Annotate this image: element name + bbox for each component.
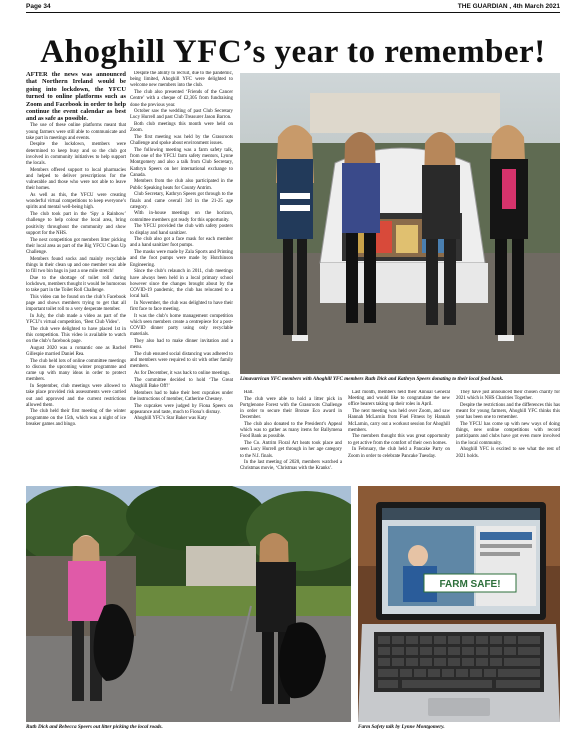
paragraph: The cupcakes were judged by Fiona Speers on appearance and taste, much to Fiona’s dismay. xyxy=(130,403,233,415)
paragraph: In the last meeting of 2020, members watched a Christmas movie, ‘Christmas with the Kranks’. xyxy=(240,460,342,472)
paragraph: Ahoghill YFC is excited to see what the rest of 2021 holds. xyxy=(456,447,560,459)
paragraph: The following meeting was a farm safety talk, from one of the YFCU farm safety mentors, Lynne Montgomery and also a talk from Club Secretary, Kathryn Speers on her international exchange to Canada. xyxy=(130,147,233,178)
litter-picking-photo xyxy=(26,486,351,722)
publication-dateline: THE GUARDIAN , 4th March 2021 xyxy=(457,3,560,10)
paragraph: This video can be found on the club’s Facebook page and shows members trying to get that all important toilet roll to a very desperate member. xyxy=(26,294,126,313)
paragraph: In July, the club made a video as part of the YFCU’s virtual competition, ‘Best Club Video’. xyxy=(26,313,126,326)
paragraph: The members thought this was great opportunity to get active from the comfort of their own homes. xyxy=(348,434,450,446)
paragraph: The club also got a face mask for each member and a hand sanitizer foot pumps. xyxy=(130,237,233,249)
article-column-5 xyxy=(456,390,560,482)
paragraph: Members from the club also participated in the Public Speaking heats for County Antrim. xyxy=(130,179,233,191)
paragraph: They also had to make dinner invitation and a menu. xyxy=(130,339,233,351)
paragraph: As for December, it was back to online meetings. xyxy=(134,371,231,377)
paragraph: Despite the restrictions and the differences this has meant for young farmers, Ahoghill YFC thinks this year has been one to remember. xyxy=(456,402,560,421)
food-bank-donation-image xyxy=(240,73,560,374)
paragraph: The YFCU provided the club with safety posters to display and hand sanitizer. xyxy=(130,224,233,236)
paragraph: As well as this, the YFCU were creating wonderful virtual competitions to keep everyone’s spirits and mental well-being high. xyxy=(26,193,126,211)
laptop-image xyxy=(358,486,560,722)
paragraph: In November, the club was delighted to have their first face to face meeting. xyxy=(130,300,233,313)
paragraph: The club ensured social distancing was adhered to and members were required to sit with other family members. xyxy=(130,351,233,370)
paragraph: Last month, members held their Annual General Meeting and would like to congratulate the new office bearers taking up their roles in April. xyxy=(348,390,450,408)
article-column-1 xyxy=(26,71,126,479)
paragraph: Members offered support to local pharmacies and helped to deliver prescriptions for the vulnerable and those who were not able to leave their homes. xyxy=(26,167,126,192)
paragraph: Despite the ability to recruit, due to the pandemic, being limited, Ahoghill YFC were delighted to welcome new members into the club. xyxy=(130,71,233,89)
paragraph: The next competition got members litter picking their local area as part of the Big YFCU Clean Up Challenge. xyxy=(26,237,126,255)
paragraph: The YFCU has come up with new ways of doing things, new online competitions with record participants and clubs have got even more involved in the local community. xyxy=(456,422,560,446)
article-column-3 xyxy=(240,390,342,482)
page-number: Page 34 xyxy=(26,3,51,10)
paragraph: Hall. xyxy=(244,390,254,395)
paragraph: AFTER the news was announced that Northern Ireland would be going into lockdown, the YFCU turned to online platforms such as Zoom and Facebook in order to help continue the event calendar as best and as safe as possible. xyxy=(26,71,126,123)
farm-safe-banner: FARM SAFE! xyxy=(439,579,501,590)
paragraph: The club held their first meeting of the winter programme on the 15th, which was a night of ice breaker games and bingo. xyxy=(26,409,126,427)
paragraph: It was the club’s home management competition which seen members create a centrepiece for a post-COVID dinner party using only recyclable materials. xyxy=(130,313,233,338)
paragraph: Due to the shortage of toilet roll during lockdown, members thought it would be humorous to take part in the Toilet Roll Challenge. xyxy=(26,275,126,294)
paragraph: Club Secretary, Kathryn Speers got through to the finals and came overall 3rd in the 21-25 age category. xyxy=(130,192,233,210)
paragraph: The committee decided to hold ‘The Great Ahoghill Bake Off!’ xyxy=(130,377,233,389)
paragraph: Members found socks and mainly recyclable things in their clean up and one member was able to fill two bin bags in just a one mile stretch! xyxy=(26,256,126,275)
paragraph: The club were delighted to have placed 1st in this competition. This video is available to watch on the club’s facebook page. xyxy=(26,326,126,345)
top-photo-caption: Limavarrican YFC members with Ahoghill YFC members Ruth Dick and Kathryn Speers donating to their local food bank. xyxy=(240,376,504,382)
paragraph: The use of these online platforms meant that young farmers were still able to communicate and take part in meetings and events. xyxy=(26,123,126,141)
paragraph: Despite the lockdown, members were determined to keep busy and so the club got involved in community initiatives to help support the locals. xyxy=(26,142,126,167)
paragraph: The club also donated to the President’s Appeal which was to gather as many items for Ballymena Food Bank as possible. xyxy=(240,422,342,440)
paragraph: The club took part in the ‘Spy a Rainbow’ challenge to help colour the local area, bring positivity throughout the community and show support for the NHS. xyxy=(26,212,126,236)
litter-picking-image xyxy=(26,486,351,722)
farm-safety-talk-photo xyxy=(358,486,560,722)
paragraph: The Co. Antrim Floral Art heats took place and seen Lucy Hurrell get through in her age category to the N.I. finals. xyxy=(240,441,342,459)
article-column-2 xyxy=(130,71,233,479)
food-bank-donation-photo xyxy=(240,73,560,374)
paragraph: August 2020 was a romantic one as Rachel Gillespie married Daniel Rea. xyxy=(26,345,126,358)
article-column-4 xyxy=(348,390,450,482)
paragraph: In February, the club held a Pancake Party on Zoom in order to celebrate Pancake Tuesday. xyxy=(348,447,450,459)
bottom-left-caption: Ruth Dick and Rebecca Speers out litter picking the local roads. xyxy=(26,724,163,730)
paragraph: The masks were made by Zala Sports and Printing and the foot pumps were made by Hutchinson Engineering. xyxy=(130,250,233,268)
paragraph: They have just announced their chosen charity for 2021 which is NHS Charities Together. xyxy=(456,390,560,402)
paragraph: With in-house meetings on the horizon, committee members got ready for this opportunity. xyxy=(130,211,233,223)
paragraph: The club were able to hold a litter pick in Portglenone Forest with the Grassroots Challenge in order to secure their Bronze Eco award in December. xyxy=(240,396,342,421)
paragraph: The club held lots of online committee meetings to discuss the upcoming winter programme and came up with many ideas in order to protect members. xyxy=(26,358,126,383)
paragraph: The first meeting was held by the Grassroots Challenge and spoke about environment issues. xyxy=(130,135,233,147)
paragraph: Ahoghill YFC’s Star Baker was Katy xyxy=(134,416,207,422)
paragraph: In September, club meetings were allowed to take place provided risk assessments were carried out and approved and the current restrictions allowed them. xyxy=(26,384,126,408)
headline: Ahoghill YFC’s year to remember! xyxy=(40,34,546,71)
bottom-right-caption: Farm Safety talk by Lynne Montgomery. xyxy=(358,724,445,730)
header-rule xyxy=(26,12,560,13)
paragraph: October saw the wedding of past Club Secretary Lucy Hurrell and past Club Treasurer Jason Barron. xyxy=(130,109,233,121)
paragraph: The next meeting was held over Zoom, and saw Hannah McLarnin from Fuel Fitness by Hannah McLarnin, carry out a workout session for Ahoghill members. xyxy=(348,409,450,433)
paragraph: Both club meetings this month were held on Zoom. xyxy=(130,122,233,134)
paragraph: Since the club’s relaunch in 2011, club meetings have always been held in a local primary school however since the changes brought about by the COVID-19 pandemic, the club has relocated to a local hall. xyxy=(130,269,233,300)
paragraph: The club also presented ‘Friends of the Cancer Centre’ with a cheque of £2,305 from fundraising done the previous year. xyxy=(130,90,233,108)
paragraph: Members had to bake their best cupcakes under the instructions of member, Catherine Chesney. xyxy=(130,390,233,402)
